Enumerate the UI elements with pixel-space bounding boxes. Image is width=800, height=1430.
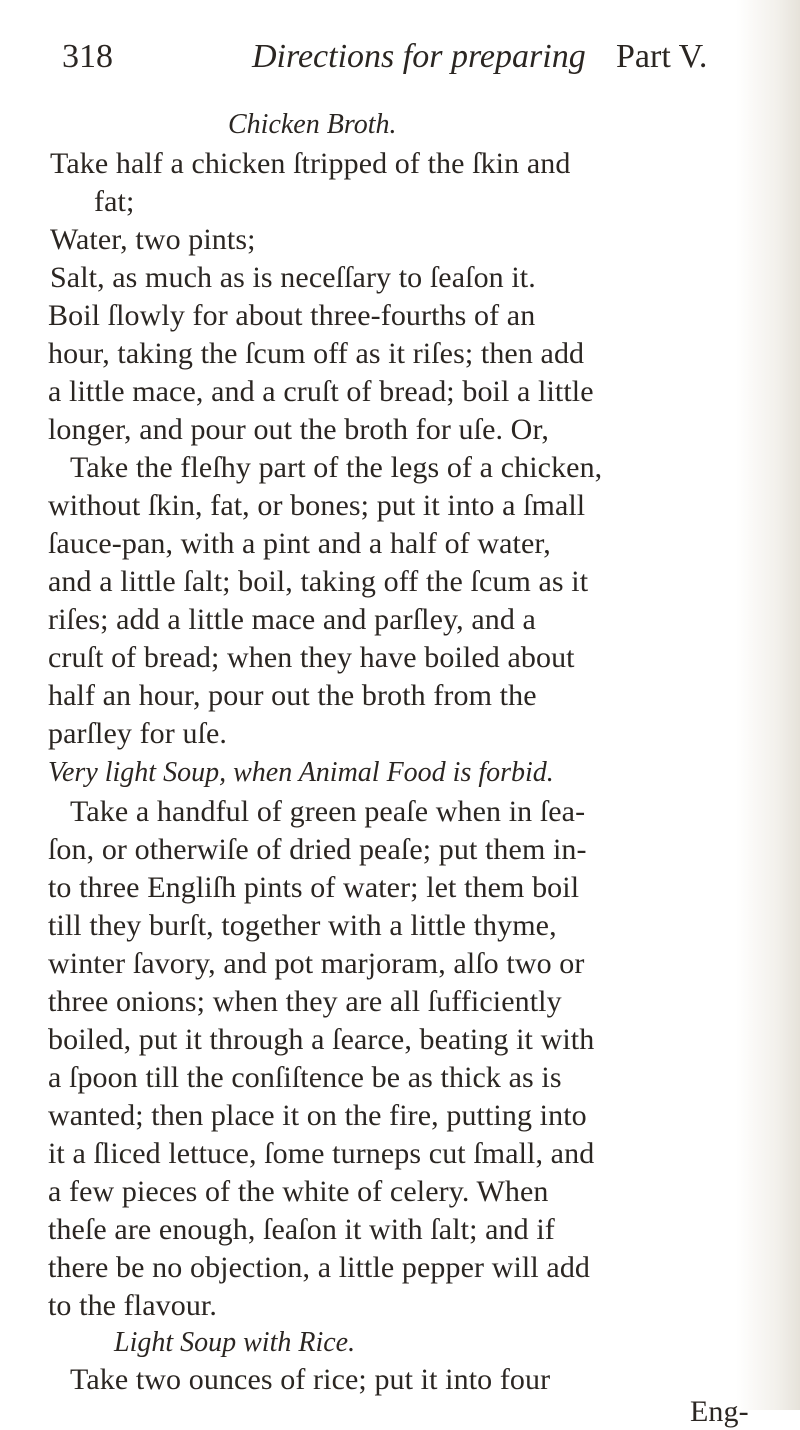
text-line: parſley for uſe.: [48, 717, 228, 750]
section-heading-chicken-broth: Chicken Broth.: [228, 109, 397, 140]
text-line: wanted; then place it on the fire, putting into: [48, 1099, 587, 1132]
running-head: [62, 38, 762, 94]
text-line: Take half a chicken ſtripped of the ſkin and: [50, 147, 571, 180]
text-line: Boil ſlowly for about three-fourths of an: [48, 299, 536, 332]
text-line: hour, taking the ſcum off as it riſes; then add: [48, 337, 585, 370]
text-line: and a little ſalt; boil, taking off the ſcum as it: [48, 565, 589, 598]
text-line: to three Engliſh pints of water; let them boil: [48, 871, 580, 904]
text-line: cruſt of bread; when they have boiled about: [48, 641, 575, 674]
text-line: a ſpoon till the conſiſtence be as thick as is: [48, 1061, 562, 1094]
text-line: a few pieces of the white of celery. When: [48, 1175, 549, 1208]
text-line: till they burſt, together with a little thyme,: [48, 909, 557, 942]
text-line: without ſkin, fat, or bones; put it into a ſmall: [48, 489, 586, 522]
part-label: Part V.: [616, 38, 708, 75]
text-line: theſe are enough, ſeaſon it with ſalt; and if: [48, 1213, 555, 1246]
catchword: Eng-: [690, 1395, 749, 1428]
text-line: fat;: [94, 185, 135, 218]
text-line: to the flavour.: [48, 1289, 217, 1322]
text-line: longer, and pour out the broth for uſe. Or,: [48, 413, 549, 446]
text-line: Salt, as much as is neceſſary to ſeaſon it.: [50, 261, 536, 294]
text-line: Take a handful of green peaſe when in ſea-: [70, 795, 586, 828]
text-line: Take the fleſhy part of the legs of a chicken,: [70, 451, 603, 484]
text-line: half an hour, pour out the broth from the: [48, 679, 537, 712]
section-heading-very-light-soup: Very light Soup, when Animal Food is forbid.: [48, 757, 554, 788]
text-line: boiled, put it through a ſearce, beating it with: [48, 1023, 595, 1056]
text-line: Water, two pints;: [50, 223, 256, 256]
text-line: there be no objection, a little pepper will add: [48, 1251, 591, 1284]
text-line: Take two ounces of rice; put it into four: [70, 1363, 551, 1396]
text-line: winter ſavory, and pot marjoram, alſo two or: [48, 947, 585, 980]
page-number: 318: [62, 38, 113, 75]
text-line: a little mace, and a cruſt of bread; boil a little: [48, 375, 594, 408]
section-heading-light-soup-with-rice: Light Soup with Rice.: [114, 1327, 356, 1358]
text-line: riſes; add a little mace and parſley, and a: [48, 603, 536, 636]
text-line: ſon, or otherwiſe of dried peaſe; put them in-: [48, 833, 587, 866]
text-line: three onions; when they are all ſufficiently: [48, 985, 562, 1018]
running-title: Directions for preparing: [252, 38, 586, 75]
text-line: it a ſliced lettuce, ſome turneps cut ſmall, and: [48, 1137, 595, 1170]
text-line: ſauce-pan, with a pint and a half of water,: [48, 527, 551, 560]
